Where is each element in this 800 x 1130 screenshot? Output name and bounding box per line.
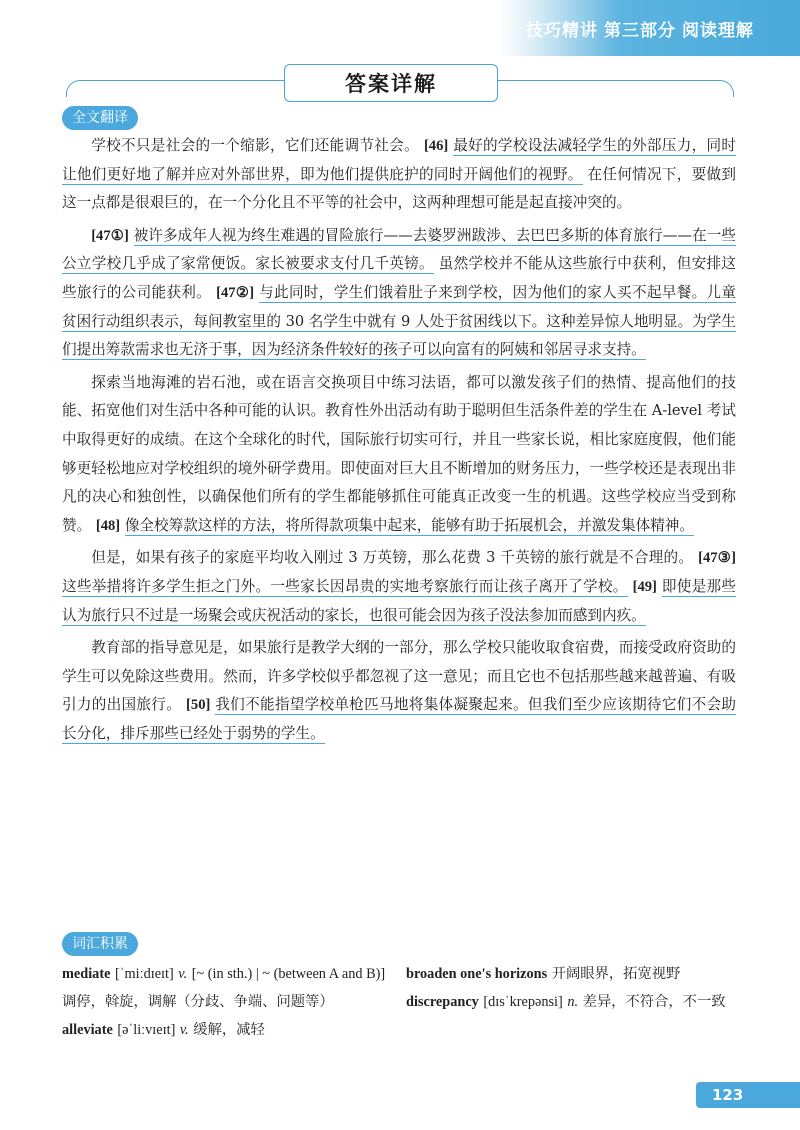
vocab-word: alleviate [62, 1022, 113, 1038]
vocab-column-right [406, 960, 738, 1044]
page-title: 答案详解 [345, 72, 437, 96]
vocab-entry [406, 988, 738, 1016]
p5-marker-50: [50] [186, 697, 211, 714]
vocab-usage: [~ (in sth.) | ~ (between A and B)] [191, 966, 386, 982]
translation-body [62, 132, 736, 752]
p3-marker-48: [48] [95, 517, 121, 534]
p3-text-a: 探索当地海滩的岩石池，或在语言交换项目中练习法语，都可以激发孩子们的热情、提高他们的技能、拓宽他们对生活中各种可能的认识。教育性外出活动有助于聪明但生活条件差的学生在 A-level 考试中取得更好的成绩。在这个全球化的时代，国际旅行切实可行，并且一些家长说，相比家庭度假，他们能够更轻松地应对学校组织的境外研学费用。即使面对巨大且不断增加的财务压力，一些学校还是表现出非凡的决心和独创性，以确保他们所有的学生都能够抓住可能真正改变一生的机遇。这些学校应当受到称赞。 [62, 373, 736, 534]
vocab-word: broaden one's horizons [406, 966, 548, 982]
paragraph-1 [62, 132, 736, 218]
p4-marker-49: [49] [632, 578, 657, 595]
p2-underlined-47-2: 与此同时，学生们饿着肚子来到学校，因为他们的家人买不起早餐。儿童贫困行动组织表示，每间教室里的 30 名学生中就有 9 人处于贫困线以下。这种差异惊人地明显。为学生们提出筹款需求也无济于事，因为经济条件较好的孩子可以向富有的阿姨和邻居寻求支持。 [62, 283, 737, 359]
header-part2: 第三部分 [604, 20, 676, 41]
p1-underlined-46: 最好的学校设法减轻学生的外部压力，同时让他们更好地了解并应对外部世界，即为他们提供庇护的同时开阔他们的视野。 [62, 137, 736, 183]
vocab-phonetic: [ˈmiːdɪeɪt] [114, 966, 174, 982]
title-box [284, 64, 498, 102]
vocab-badge: 词汇积累 [62, 932, 138, 956]
header-part1: 技巧精讲 [526, 20, 598, 41]
p2-text-a: 虽然学校并不能从这些旅行中获利，但安排这些旅行的公司能获利。 [62, 255, 736, 301]
vocab-phonetic: [dɪsˈkrepənsi] [483, 994, 563, 1010]
paragraph-2 [62, 222, 736, 365]
p4-text-a: 但是，如果有孩子的家庭平均收入刚过 3 万英镑，那么花费 3 千英镑的旅行就是不合理的。 [91, 549, 694, 567]
paragraph-3 [62, 369, 736, 541]
vocab-meaning: 缓解，减轻 [193, 1022, 265, 1038]
vocab-word: mediate [62, 966, 111, 982]
p2-marker-47-2: [47②] [216, 284, 255, 301]
vocab-entry [62, 1016, 394, 1044]
vocab-entry [406, 960, 738, 988]
p1-text-a: 学校不只是社会的一个缩影，它们还能调节社会。 [91, 137, 419, 154]
vocab-meaning: 差异，不符合，不一致 [582, 994, 726, 1010]
translation-badge: 全文翻译 [62, 106, 138, 130]
p1-text-b: 在任何情况下，要做到这一点都是很艰巨的，在一个分化且不平等的社会中，这两种理想可能是起直接冲突的。 [62, 165, 736, 212]
vocab-pos: n. [567, 994, 579, 1010]
vocab-phonetic: [əˈliːvɪeɪt] [117, 1022, 176, 1038]
vocab-pos: v. [179, 1022, 189, 1038]
paragraph-4 [62, 544, 736, 630]
p2-marker-47-1: [47①] [91, 227, 129, 244]
p4-marker-47-3: [47③] [698, 550, 736, 567]
vocab-meaning: 开阔眼界，拓宽视野 [551, 966, 681, 982]
vocab-pos: v. [178, 966, 188, 982]
vocab-entry [62, 960, 394, 1016]
p5-underlined-50: 我们不能指望学校单枪匹马地将集体凝聚起来。但我们至少应该期待它们不会助长分化，排斥那些已经处于弱势的学生。 [62, 696, 736, 742]
page-number: 123 [696, 1082, 800, 1108]
vocab-meaning: 调停，斡旋，调解（分歧、争端、问题等） [62, 994, 334, 1010]
p2-underlined-47-1: 被许多成年人视为终生难遇的冒险旅行——去婆罗洲跋涉、去巴巴多斯的体育旅行——在一些公立学校几乎成了家常便饭。家长被要求支付几千英镑。 [62, 226, 736, 273]
vocab-list [62, 960, 738, 1044]
p5-text-a: 教育部的指导意见是，如果旅行是教学大纲的一部分，那么学校只能收取食宿费，而接受政府资助的学生可以免除这些费用。然而，许多学校似乎都忽视了这一意见；而且它也不包括那些越来越普遍、有吸引力的出国旅行。 [62, 639, 736, 714]
vocab-word: discrepancy [406, 994, 479, 1010]
p4-underlined-47-3: 这些举措将许多学生拒之门外。一些家长因昂贵的实地考察旅行而让孩子离开了学校。 [62, 577, 628, 595]
p3-underlined-48: 像全校筹款这样的方法，将所得款项集中起来，能够有助于拓展机会，并激发集体精神。 [124, 516, 694, 534]
p4-underlined-49: 即使是那些认为旅行只不过是一场聚会或庆祝活动的家长，也很可能会因为孩子没法参加而感到内疚。 [62, 577, 736, 624]
p1-marker-46: [46] [423, 138, 449, 154]
header-part3: 阅读理解 [682, 20, 754, 41]
header-band [500, 0, 800, 56]
paragraph-5 [62, 634, 736, 748]
vocab-column-left [62, 960, 394, 1044]
